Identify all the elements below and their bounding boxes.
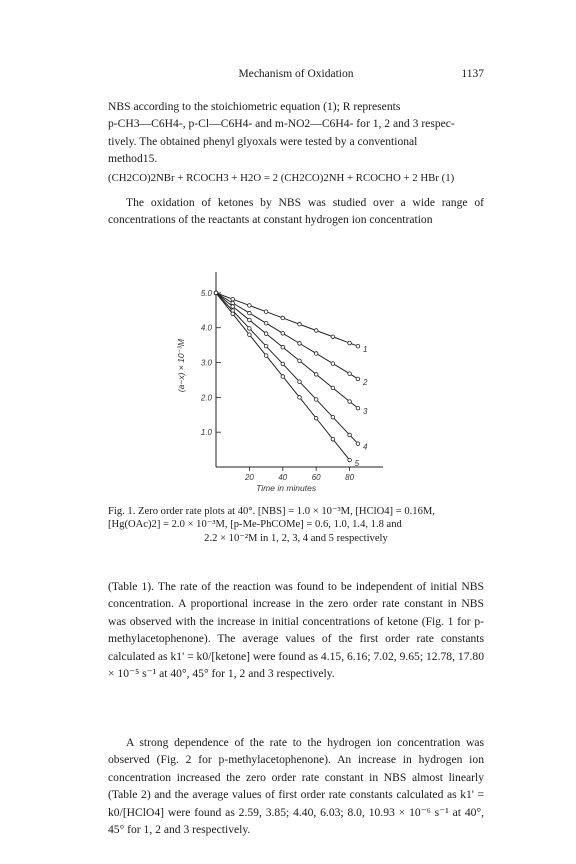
data-point-series-5 [331, 437, 335, 441]
data-point-series-3 [264, 332, 268, 336]
data-point-series-1 [298, 322, 302, 326]
para1-line-2: p-CH3—C6H4-, p-Cl—C6H4- and m-NO2—C6H4- for 1, 2 and 3 respec- [108, 117, 455, 131]
data-point-series-1 [331, 335, 335, 339]
data-point-series-2 [231, 301, 235, 305]
chart-svg [168, 262, 398, 504]
page-number: 1137 [461, 68, 484, 80]
data-point-series-5 [298, 396, 302, 400]
data-point-series-1 [281, 316, 285, 320]
para1-line-1: NBS according to the stoichiometric equation (1); R represents [108, 100, 401, 113]
x-tick-label: 60 [311, 473, 321, 482]
data-point-series-3 [248, 318, 252, 322]
data-point-series-2 [356, 377, 360, 381]
data-point-series-3 [231, 305, 235, 309]
data-point-series-3 [281, 345, 285, 349]
y-tick-label: 3.0 [200, 358, 212, 368]
y-axis-title: (a−x) × 10⁻³M [176, 339, 186, 393]
data-point-series-2 [314, 352, 318, 356]
data-point-series-4 [264, 344, 268, 348]
data-point-series-5 [264, 354, 268, 358]
data-point-series-5 [248, 333, 252, 337]
paragraph-rate-independence: (Table 1). The rate of the reaction was found to be independent of initial NBS concentration. A proportional increase in the zero order rate constant in NBS was observed with the increase in initial concentrations of ketone (Fig. 1 for p-methylacetophenone). The average values of the first order rate constants calculated as k1' = k0/[ketone] were found as 4.15, 6.16; 7.02, 9.65; 12.78, 17.80 × 10⁻⁵ s⁻¹ at 40°, 45° for 1, 2 and 3 respectively. [108, 580, 484, 681]
series-line-2 [216, 293, 358, 379]
data-point-series-3 [356, 406, 360, 410]
data-point-series-5 [314, 416, 318, 420]
data-point-series-5 [281, 375, 285, 379]
data-point-series-1 [314, 329, 318, 333]
x-tick-label: 80 [345, 473, 355, 482]
data-point-series-1 [356, 344, 360, 348]
data-point-series-4 [298, 380, 302, 384]
running-title: Mechanism of Oxidation [238, 68, 354, 80]
equation-1: (CH2CO)2NBr + RCOCH3 + H2O = 2 (CH2CO)2NH + RCOCHO + 2 HBr (1) [108, 172, 455, 184]
caption-line-3: 2.2 × 10⁻²M in 1, 2, 3, 4 and 5 respectively [204, 532, 388, 544]
running-header [108, 68, 484, 84]
y-tick-label: 4.0 [200, 323, 212, 333]
series-label-2: 2 [362, 377, 368, 387]
series-label-5: 5 [354, 459, 360, 469]
paragraph-hydrogen-ion: A strong dependence of the rate to the hydrogen ion concentration was observed (Fig. 2 for p-methylacetophenone). An increase in hydrogen ion concentration increased the zero order rate constant in NBS almost linearly (Table 2) and the average values of first order rate constants calculated as k1' = k0/[HClO4] were found as 2.59, 3.85; 4.40, 6.03; 8.0, 10.93 × 10⁻⁶ s⁻¹ at 40°, 45° for 1, 2 and 3 respectively. [108, 736, 484, 837]
paragraph-stoichiometry [108, 98, 484, 168]
y-tick-label: 5.0 [200, 288, 212, 298]
series-line-4 [216, 293, 358, 444]
figure-1-zero-order-plot [168, 262, 398, 504]
data-point-series-4 [356, 442, 360, 446]
data-point-series-1 [231, 297, 235, 301]
y-tick-label: 2.0 [200, 393, 212, 403]
data-point-series-2 [248, 311, 252, 315]
data-point-series-5 [348, 458, 352, 462]
data-point-series-2 [298, 342, 302, 346]
x-axis-title: Time in minutes [256, 483, 317, 493]
data-point-series-1 [348, 341, 352, 345]
caption-line-2: [Hg(OAc)2] = 2.0 × 10⁻³M, [p-Me-PhCOMe] = 0.6, 1.0, 1.4, 1.8 and [108, 519, 402, 531]
data-point-series-5 [231, 312, 235, 316]
data-point-series-4 [248, 327, 252, 331]
series-label-4: 4 [362, 442, 368, 452]
caption-line-1: Fig. 1. Zero order rate plots at 40°. [NBS] = 1.0 × 10⁻³M, [HClO4] = 0.16M, [108, 506, 435, 517]
data-point-series-2 [264, 321, 268, 325]
data-point-series-2 [281, 331, 285, 335]
data-point-series-5 [214, 291, 218, 295]
data-point-series-1 [248, 304, 252, 308]
data-point-series-4 [314, 398, 318, 402]
series-label-3: 3 [362, 407, 368, 417]
data-point-series-4 [281, 362, 285, 366]
x-tick-label: 20 [244, 473, 254, 482]
data-point-series-3 [348, 400, 352, 404]
para1-line-3: tively. The obtained phenyl glyoxals were tested by a conventional [108, 134, 418, 148]
figure-1-caption [108, 505, 484, 545]
data-point-series-1 [264, 310, 268, 314]
data-point-series-3 [298, 359, 302, 363]
data-point-series-4 [331, 415, 335, 419]
x-tick-label: 40 [278, 473, 288, 482]
series-label-1: 1 [362, 345, 368, 355]
paragraph-oxidation-intro: The oxidation of ketones by NBS was studied over a wide range of concentrations of the reactants at constant hydrogen ion concentration [108, 196, 484, 227]
series-line-3 [216, 293, 358, 408]
para1-line-4: method15. [108, 152, 158, 166]
data-point-series-2 [331, 362, 335, 366]
data-point-series-4 [348, 433, 352, 437]
y-tick-label: 1.0 [200, 428, 212, 438]
data-point-series-3 [331, 386, 335, 390]
data-point-series-3 [314, 373, 318, 377]
data-point-series-2 [348, 372, 352, 376]
